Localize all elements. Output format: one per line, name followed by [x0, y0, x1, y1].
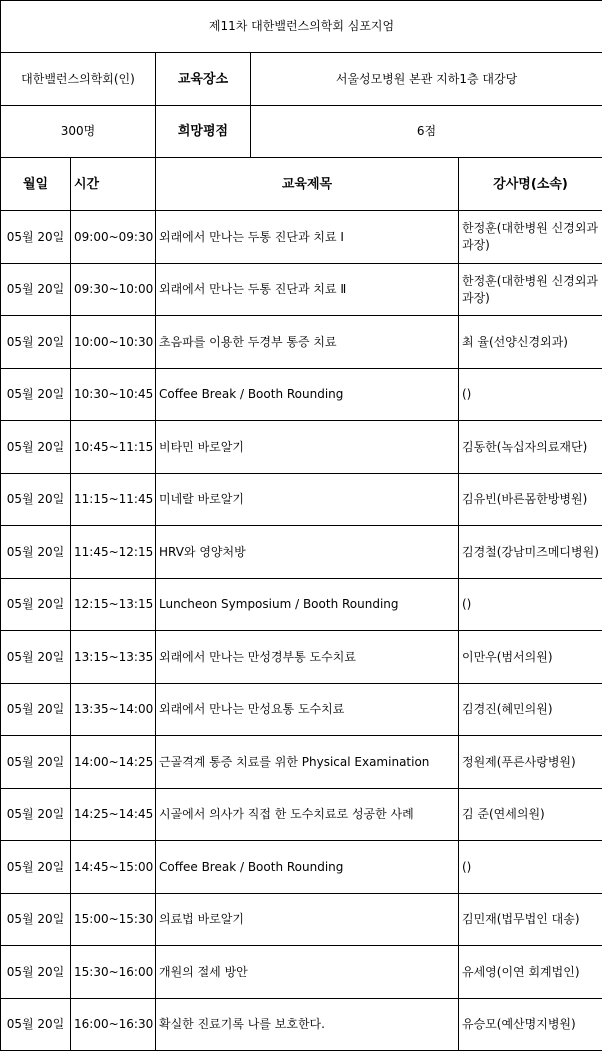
row-speaker: (): [459, 841, 602, 894]
row-time: 10:30~10:45: [71, 369, 156, 421]
row-speaker: (): [459, 369, 602, 421]
row-date: 05월 20일: [1, 946, 71, 999]
place-label: 교육장소: [156, 53, 251, 106]
header-speaker: 강사명(소속): [459, 158, 602, 211]
row-date: 05월 20일: [1, 316, 71, 369]
row-subject: 시골에서 의사가 직접 한 도수치료로 성공한 사례: [156, 789, 459, 841]
row-speaker: 이만우(범서의원): [459, 631, 602, 684]
row-date: 05월 20일: [1, 579, 71, 631]
table-row: [1, 894, 602, 946]
row-speaker: (): [459, 579, 602, 631]
row-time: 09:00~09:30: [71, 211, 156, 264]
table-row: [1, 474, 602, 526]
row-speaker: 한정훈(대한병원 신경외과 과장): [459, 211, 602, 264]
row-speaker: 정원제(푸른사랑병원): [459, 736, 602, 789]
row-time: 12:15~13:15: [71, 579, 156, 631]
row-date: 05월 20일: [1, 474, 71, 526]
info-row-place: [1, 53, 602, 106]
row-subject: 외래에서 만나는 만성경부통 도수치료: [156, 631, 459, 684]
row-speaker: 유승모(예산명지병원): [459, 999, 602, 1051]
row-time: 13:35~14:00: [71, 684, 156, 736]
row-subject: 외래에서 만나는 두통 진단과 치료 Ⅰ: [156, 211, 459, 264]
row-subject: 외래에서 만나는 만성요통 도수치료: [156, 684, 459, 736]
row-date: 05월 20일: [1, 211, 71, 264]
table-row: [1, 841, 602, 894]
table-row: [1, 684, 602, 736]
row-subject: 초음파를 이용한 두경부 통증 치료: [156, 316, 459, 369]
table-row: [1, 369, 602, 421]
row-time: 11:45~12:15: [71, 526, 156, 579]
row-time: 15:30~16:00: [71, 946, 156, 999]
row-speaker: 김유빈(바른몸한방병원): [459, 474, 602, 526]
row-subject: Coffee Break / Booth Rounding: [156, 369, 459, 421]
row-date: 05월 20일: [1, 894, 71, 946]
table-row: [1, 526, 602, 579]
row-subject: 외래에서 만나는 두통 진단과 치료 Ⅱ: [156, 264, 459, 316]
table-row: [1, 579, 602, 631]
row-subject: HRV와 영양처방: [156, 526, 459, 579]
header-subject: 교육제목: [156, 158, 459, 211]
row-time: 10:00~10:30: [71, 316, 156, 369]
row-date: 05월 20일: [1, 999, 71, 1051]
row-date: 05월 20일: [1, 264, 71, 316]
table-row: [1, 421, 602, 474]
info-row-points: [1, 106, 602, 158]
row-date: 05월 20일: [1, 841, 71, 894]
points-label: 희망평점: [156, 106, 251, 158]
table-row: [1, 264, 602, 316]
row-subject: 근골격계 통증 치료를 위한 Physical Examination: [156, 736, 459, 789]
row-time: 09:30~10:00: [71, 264, 156, 316]
row-speaker: 김동한(녹십자의료재단): [459, 421, 602, 474]
row-speaker: 김 준(연세의원): [459, 789, 602, 841]
table-row: [1, 736, 602, 789]
row-speaker: 유세영(이연 회계법인): [459, 946, 602, 999]
row-date: 05월 20일: [1, 789, 71, 841]
row-subject: 확실한 진료기록 나를 보호한다.: [156, 999, 459, 1051]
table-row: [1, 789, 602, 841]
place-value: 서울성모병원 본관 지하1층 대강당: [251, 53, 602, 106]
row-speaker: 최 율(선양신경외과): [459, 316, 602, 369]
organizer: 대한밸런스의학회(인): [1, 53, 156, 106]
row-speaker: 김경철(강남미즈메디병원): [459, 526, 602, 579]
row-speaker: 한정훈(대한병원 신경외과 과장): [459, 264, 602, 316]
row-speaker: 김민재(법무법인 대송): [459, 894, 602, 946]
row-subject: 의료법 바로알기: [156, 894, 459, 946]
row-date: 05월 20일: [1, 369, 71, 421]
row-time: 10:45~11:15: [71, 421, 156, 474]
page-title: 제11차 대한밸런스의학회 심포지엄: [1, 1, 602, 53]
row-time: 14:00~14:25: [71, 736, 156, 789]
header-row: [1, 158, 602, 211]
table-row: [1, 316, 602, 369]
header-time: 시간: [71, 158, 156, 211]
row-time: 14:25~14:45: [71, 789, 156, 841]
row-time: 11:15~11:45: [71, 474, 156, 526]
row-date: 05월 20일: [1, 736, 71, 789]
table-row: [1, 211, 602, 264]
row-time: 13:15~13:35: [71, 631, 156, 684]
row-date: 05월 20일: [1, 421, 71, 474]
row-date: 05월 20일: [1, 684, 71, 736]
row-date: 05월 20일: [1, 526, 71, 579]
table-row: [1, 631, 602, 684]
title-row: [1, 1, 602, 53]
row-date: 05월 20일: [1, 631, 71, 684]
row-time: 14:45~15:00: [71, 841, 156, 894]
attendee-count: 300명: [1, 106, 156, 158]
row-time: 16:00~16:30: [71, 999, 156, 1051]
row-subject: 미네랄 바로알기: [156, 474, 459, 526]
row-subject: Coffee Break / Booth Rounding: [156, 841, 459, 894]
row-subject: Luncheon Symposium / Booth Rounding: [156, 579, 459, 631]
row-speaker: 김경진(혜민의원): [459, 684, 602, 736]
row-subject: 비타민 바로알기: [156, 421, 459, 474]
table-row: [1, 999, 602, 1051]
row-subject: 개원의 절세 방안: [156, 946, 459, 999]
points-value: 6점: [251, 106, 602, 158]
table-row: [1, 946, 602, 999]
header-date: 월일: [1, 158, 71, 211]
row-time: 15:00~15:30: [71, 894, 156, 946]
